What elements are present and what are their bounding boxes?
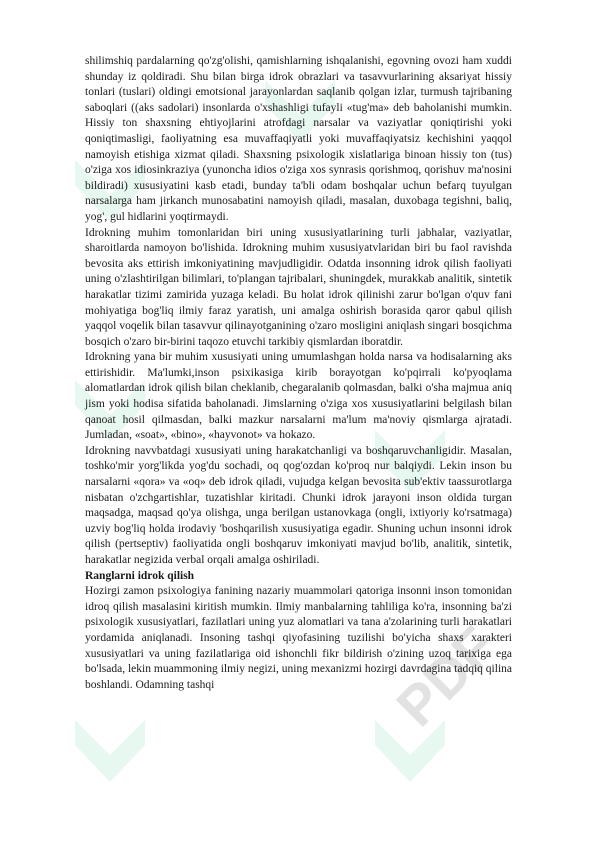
paragraph-3: Idrokning yana bir muhim xususiyati uning umumlashgan holda narsa va hodisalarning aks ettirishidir. Ma'lumki,inson psixikasiga kirib borayotgan ko'pqirrali ko'pyoqlama alomatlardan idrok qilish bilan cheklanib, chegaralanib qolmasdan, balki o'sha majmua aniq jism yoki hodisa sifatida baholanadi. Jimslarning o'ziga xos xususiyatlarini belgilash bilan qanoat hosil qilmasdan, balki mazkur narsalarni ma'lum ma'noviy qismlarga ajratadi. Jumladan, «soat», «bino», «hayvonot» va hokazo.: [85, 351, 512, 442]
section-heading: Ranglarni idrok qilish: [85, 569, 195, 582]
watermark-text: PDF: [384, 614, 509, 739]
watermark-arrow-3: [75, 720, 145, 782]
paragraph-5: Hozirgi zamon psixologiya fanining nazariy muammolari qatoriga insonni inson tomonidan idroq qilish masalasini kiritish mumkin. Ilmiy manbalarning tahliliga ko'ra, insonning ba'zi psixologik xususiyatlari, fazilatlari uning yuz alomatlari va tana a'zolarining turli harakatlari yordamida aniqlanadi. Insoning tashqi qiyofasining tuzilishi bo'yicha shaxs xarakteri xususiyatlari va uning fazilatlariga oid ishonchli fikr bildirish o'zining uzoq tarixiga ega bo'lsada, lekin muammoning ilmiy negizi, uning mexanizmi hozirgi davrdagina tadqiq qilina boshlandi. Odamning tashqi: [85, 585, 512, 691]
paragraph-2: Idrokning muhim tomonlaridan biri uning xususiyatlarining turli jabhalar, vaziyatlar, sharoitlarda namoyon bo'lishida. Idrokning muhim xususiyatvlaridan biri bu faol ravishda bevosita aks ettirish imkoniyatining mavjudligidir. Odatda insonning idrok qilish faoliyati uning o'zlashtirilgan bilimlari, to'plangan tajribalari, shuningdek, murakkab analitik, sintetik harakatlar tizimi zamirida yuzaga keladi. Bu holat idrok qilinishi zarur bo'lgan o'quv fani mohiyatiga bog'liq ilmiy faraz yaratish, uni amalga oshirish borasida qaror qabul qilish yaqqol voqelik bilan tasavvur qilinayotganining o'zaro mosligini aniqlash singari bosqichma bosqich o'zaro bir-birini taqozo etuvchi tarkibiy qismlardan iboratdir.: [85, 226, 512, 348]
paragraph-1: shilimshiq pardalarning qo'zg'olishi, qamishlarning ishqalanishi, egovning ovozi ham xuddi shunday iz qoldiradi. Shu bilan birga idrok obrazlari va tasavvurlarining aksariyat hissiy tonlari (tuslari) oldingi emotsional jarayonlardan saqlanib qolgan izlar, turmush tajribaning saboqlari ((aks sadolari) insonlarda o'xshashligi tufayli «tug'ma» deb baholanishi mumkin. Hissiy ton shaxsning ehtiyojlarini atrofdagi narsalar va vaziyatlar qoniqtirishi yoki qoniqtimasligi, faoliyatning esa muvaffaqiyatli yoki muvaffaqiyatsiz kechishini yaqqol namoyish etishiga xizmat qiladi. Shaxsning psixologik xislatlariga binoan hissiy ton (tus) o'ziga xos idiosinkraziya (yunoncha idios o'ziga xos synrasis qorishmoq, qorishuv ma'nosini bildiradi) xususiyatini kasb etadi, bunday ta'bli odam boshqalar uchun befarq tuyulgan narsalarga ham jirkanch munosabatini namoyish qiladi, masalan, duxobaga tegishni, baliq, yog', gul hidlarini yoqtirmaydi.: [85, 55, 512, 223]
document-page: [85, 54, 512, 693]
paragraph-4: Idrokning navvbatdagi xususiyati uning harakatchanligi va boshqaruvchanligidir. Masalan, toshko'mir yorg'likda yog'du sochadi, oq qog'ozdan ko'proq nur balqiydi. Lekin inson bu narsalarni «qora» va «oq» deb idrok qiladi, vujudga kelgan bevosita sub'ektiv taassurotlarga nisbatan o'zchgartishlar, tuzatishlar kiritadi. Chunki idrok jarayoni inson oldida turgan maqsadga, maqsad qo'ya olishga, unga berilgan ustanovkaga (ongli, ixtiyoriy ko'rsatmaga) uzviy bog'liq holda irodaviy 'boshqarilish xususiyatiga egadir. Shuning uchun insonni idrok qilish (pertseptiv) faoliyatida ongli boshqaruv imkoniyati mavjud bo'lib, analitik, sintetik, harakatlar negizida verbal orqali amalga oshiriladi.: [85, 444, 512, 566]
watermark-arrow-5: [375, 720, 445, 782]
